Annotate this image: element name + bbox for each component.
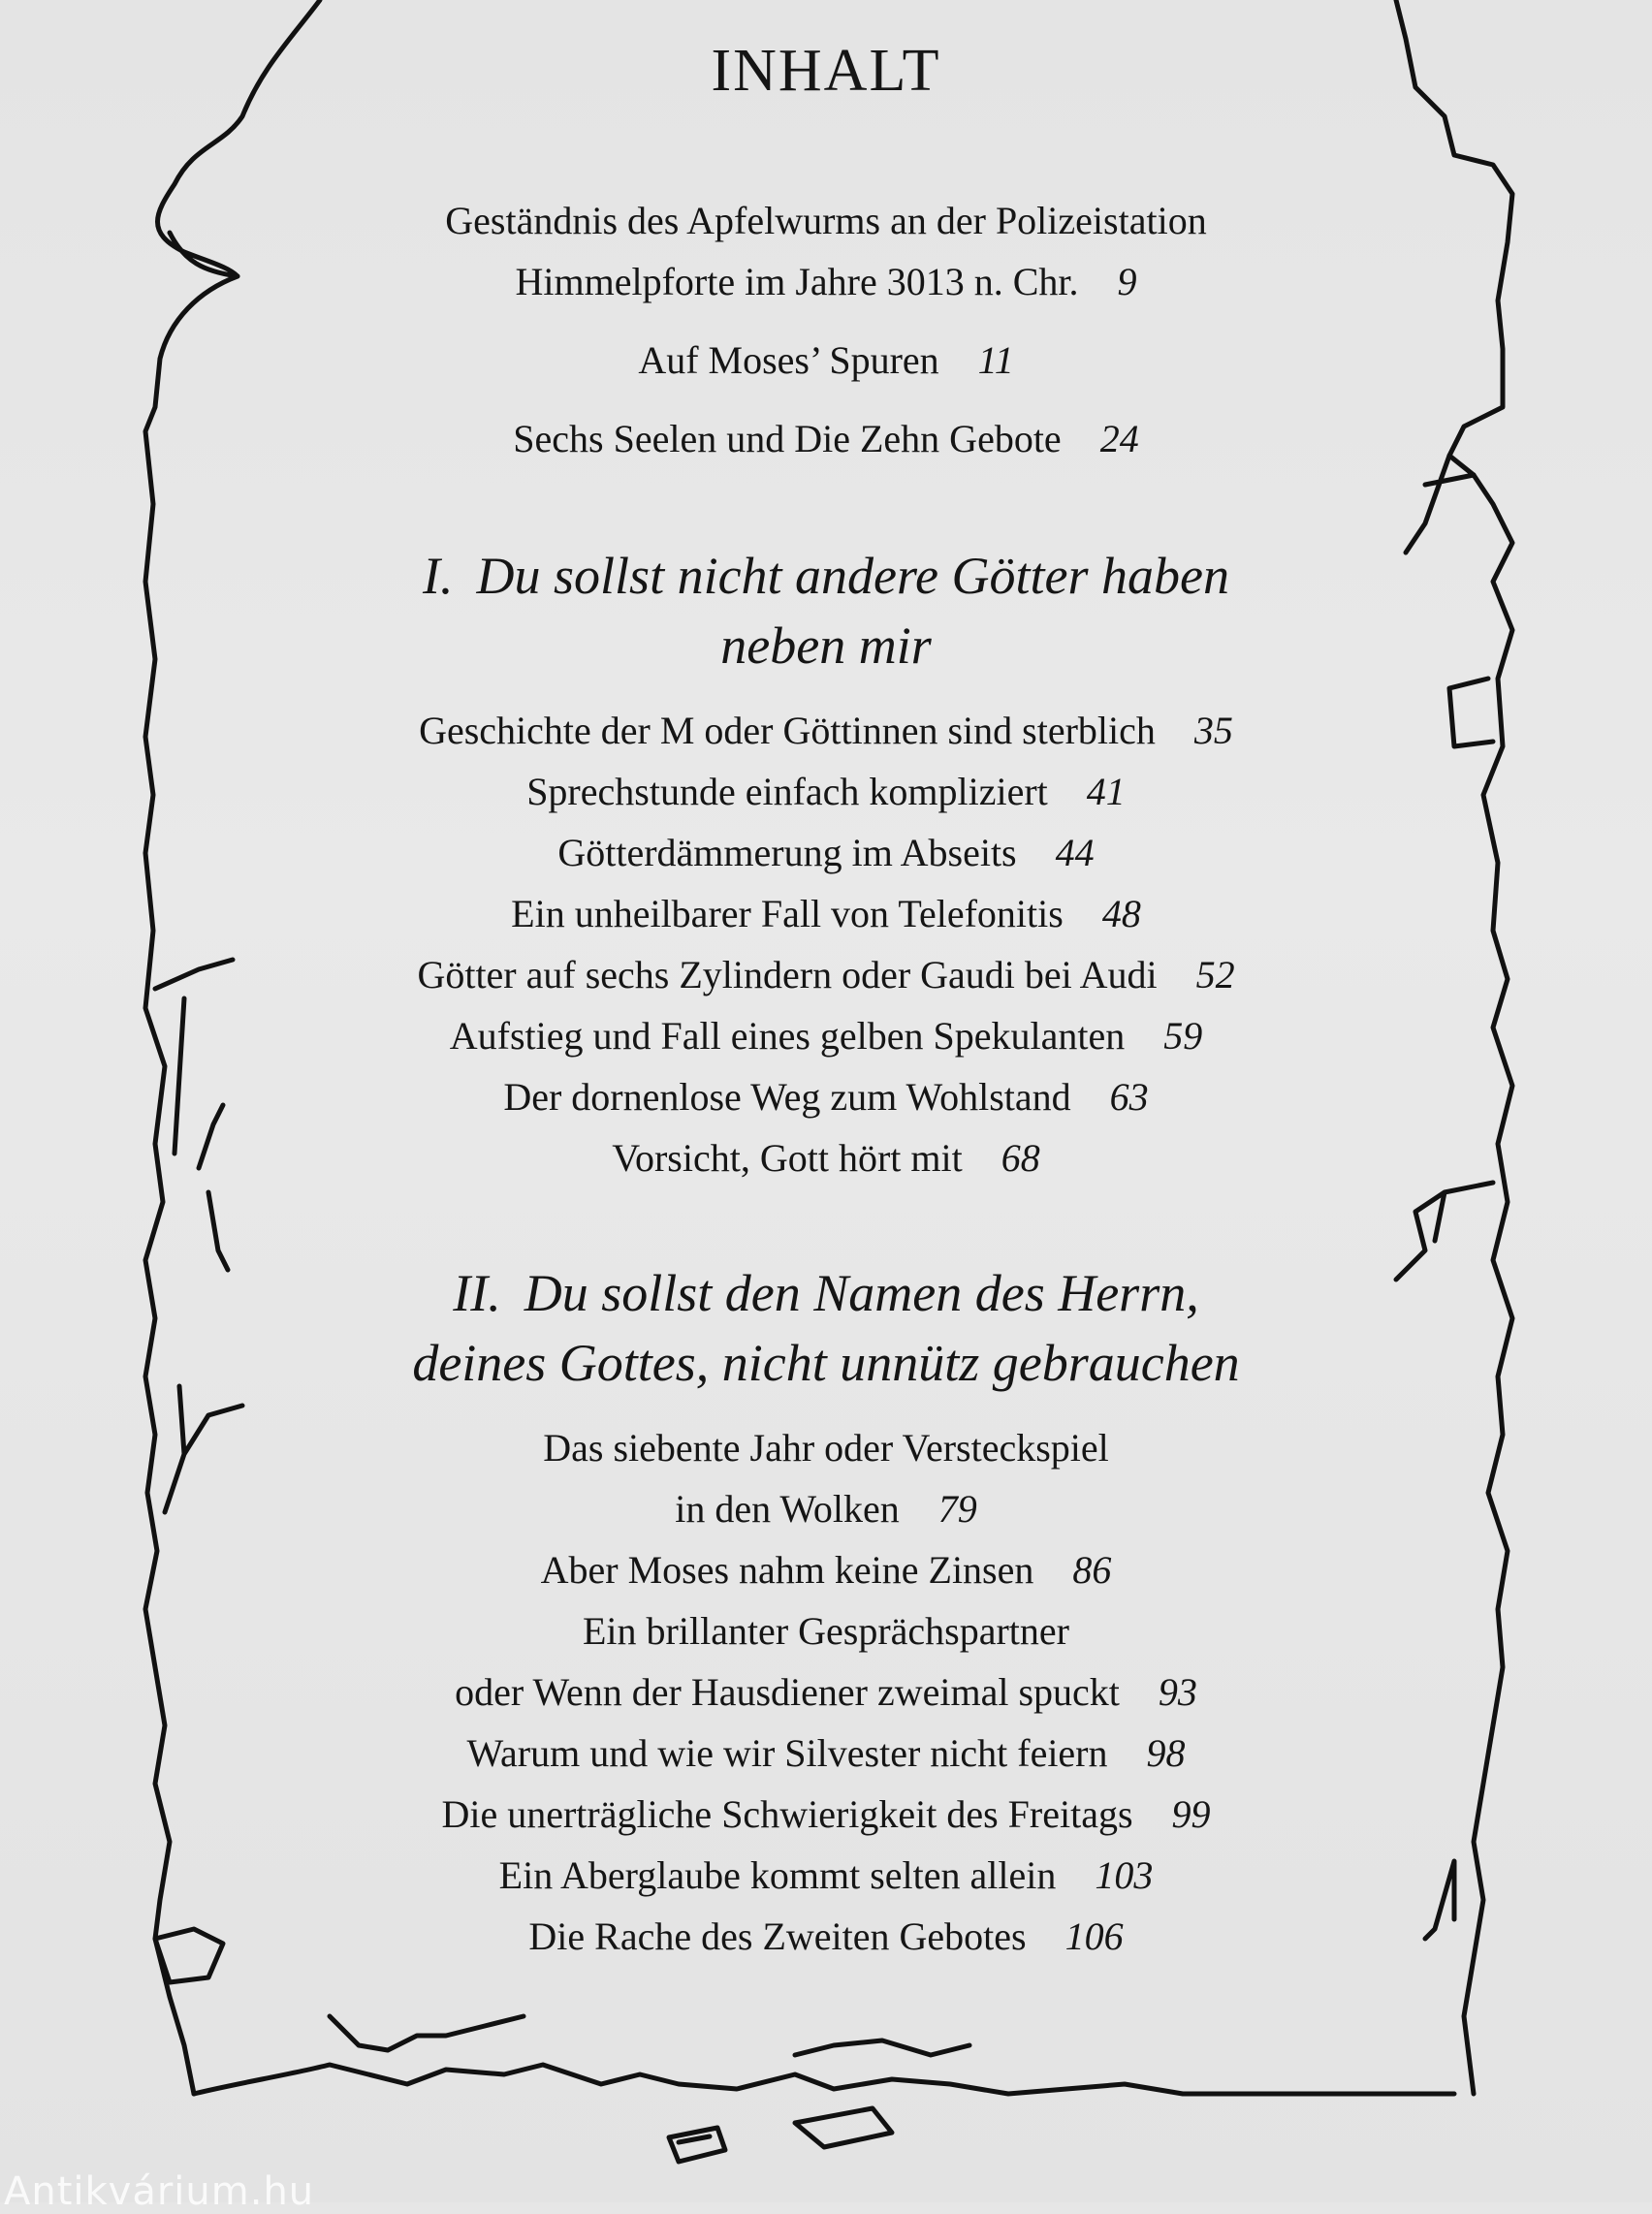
toc-entry-line [291, 1784, 1361, 1845]
part-heading [291, 541, 1361, 680]
toc-page-number: 99 [1171, 1792, 1211, 1836]
toc-entry-title: Himmelpforte im Jahre 3013 n. Chr. [515, 260, 1079, 303]
toc-page-number: 86 [1072, 1548, 1112, 1592]
toc-entry [291, 1066, 1361, 1127]
toc-entry [291, 1845, 1361, 1906]
toc-entry-title: Götter auf sechs Zylindern oder Gaudi bei Audi [417, 953, 1158, 996]
page-title: INHALT [711, 38, 941, 104]
toc-entry-line [291, 251, 1361, 312]
toc-page-number: 41 [1086, 770, 1126, 813]
toc-entry-line [291, 190, 1361, 251]
toc-page-number: 63 [1109, 1075, 1149, 1119]
toc-entry-line [291, 1417, 1361, 1478]
frame-right-crack [1406, 456, 1474, 553]
toc-entry [291, 408, 1361, 469]
toc-page-number: 68 [1001, 1136, 1040, 1180]
toc-entry-title: Auf Moses’ Spuren [638, 338, 939, 382]
toc-page-number: 93 [1158, 1670, 1197, 1714]
toc-entry-title: Vorsicht, Gott hört mit [612, 1136, 963, 1180]
part-heading-line [291, 1328, 1361, 1398]
toc-entry [291, 1005, 1361, 1066]
toc-entry-line [291, 944, 1361, 1005]
part-heading-text: neben mir [720, 617, 932, 675]
toc-entry-title: Ein unheilbarer Fall von Telefonitis [511, 892, 1064, 935]
watermark-text: Antikvárium.hu [4, 2169, 315, 2214]
toc-page-number: 24 [1099, 417, 1139, 460]
toc-entry-title: Götterdämmerung im Abseits [557, 831, 1017, 874]
toc-entry [291, 330, 1361, 391]
toc-entry-line [291, 761, 1361, 822]
toc-page-number: 48 [1101, 892, 1141, 935]
toc-page-number: 79 [937, 1487, 977, 1531]
toc-entry [291, 761, 1361, 822]
frame-bottom-piece [795, 2108, 892, 2147]
toc-entry-line [291, 1661, 1361, 1723]
toc-page-number: 44 [1055, 831, 1095, 874]
toc-entry-line [291, 1906, 1361, 1967]
part-entry-list [291, 700, 1361, 1188]
toc-entry [291, 1723, 1361, 1784]
toc-entry-line [291, 1478, 1361, 1539]
frame-bottom-crack [330, 2016, 524, 2050]
toc-entry-title: Ein brillanter Gesprächspartner [582, 1609, 1069, 1653]
toc-entry [291, 1784, 1361, 1845]
frame-right-edge [1396, 0, 1512, 2094]
toc-entry [291, 1600, 1361, 1723]
frame-bottom-fragment [669, 2128, 725, 2162]
toc-entry-title: Der dornenlose Weg zum Wohlstand [503, 1075, 1071, 1119]
toc-entry-line [291, 883, 1361, 944]
toc-entry-title: Ein Aberglaube kommt selten allein [498, 1853, 1057, 1897]
toc-entry [291, 1127, 1361, 1188]
toc-page-number: 103 [1095, 1853, 1154, 1897]
part-heading-text: Du sollst den Namen des Herrn, [524, 1264, 1199, 1322]
part-heading-line [291, 541, 1361, 611]
toc-entry [291, 1417, 1361, 1539]
toc-entry-title: Aufstieg und Fall eines gelben Spekulanten [449, 1014, 1126, 1058]
toc-entry [291, 883, 1361, 944]
frame-left-crack-3 [199, 1105, 228, 1270]
toc-page-number: 11 [977, 338, 1014, 382]
toc-entry-title: Geständnis des Apfelwurms an der Polizeistation [445, 199, 1207, 242]
toc-entry-title: Die unerträgliche Schwierigkeit des Freitags [441, 1792, 1133, 1836]
toc-entry-title: Geschichte der M oder Göttinnen sind sterblich [419, 709, 1156, 752]
toc-entry [291, 190, 1361, 312]
toc-entry-line [291, 1127, 1361, 1188]
part-numeral: II. [453, 1264, 501, 1322]
part-numeral: I. [423, 547, 454, 605]
intro-section [291, 190, 1361, 487]
part-section [291, 1258, 1361, 1967]
toc-entry [291, 944, 1361, 1005]
part-heading-text: Du sollst nicht andere Götter haben [476, 547, 1229, 605]
frame-left-crack [155, 960, 233, 1154]
toc-entry-title: Die Rache des Zweiten Gebotes [528, 1914, 1027, 1958]
frame-right-crack-3 [1425, 1861, 1454, 1939]
part-heading-line [291, 1258, 1361, 1328]
toc-entry-line [291, 1539, 1361, 1600]
toc-entry-line [291, 408, 1361, 469]
frame-bottom-edge [194, 2065, 1454, 2094]
toc-entry [291, 700, 1361, 761]
toc-entry-line [291, 700, 1361, 761]
toc-page-number: 106 [1064, 1914, 1124, 1958]
toc-page-number: 59 [1163, 1014, 1203, 1058]
toc-entry-title: Das siebente Jahr oder Versteckspiel [543, 1426, 1109, 1470]
toc-entry-line [291, 1723, 1361, 1784]
toc-entry-title: Sprechstunde einfach kompliziert [526, 770, 1048, 813]
part-heading [291, 1258, 1361, 1398]
toc-page-number: 52 [1195, 953, 1235, 996]
toc-page-number: 35 [1193, 709, 1233, 752]
toc-page-number: 9 [1117, 260, 1137, 303]
frame-right-crack-2 [1396, 1183, 1493, 1280]
toc-page-number: 98 [1146, 1731, 1186, 1775]
toc-entry-line [291, 1066, 1361, 1127]
toc-entry [291, 1906, 1361, 1967]
part-section [291, 541, 1361, 1188]
toc-entry-line [291, 330, 1361, 391]
toc-entry-title: in den Wolken [675, 1487, 900, 1531]
toc-entry [291, 822, 1361, 883]
frame-right-shard [1449, 679, 1493, 746]
frame-left-piece [155, 1929, 223, 1982]
toc-entry [291, 1539, 1361, 1600]
toc-entry-title: oder Wenn der Hausdiener zweimal spuckt [455, 1670, 1120, 1714]
toc-entry-line [291, 822, 1361, 883]
frame-left-crack-2 [165, 1386, 242, 1512]
toc-entry-line [291, 1005, 1361, 1066]
toc-entry-title: Warum und wie wir Silvester nicht feiern [466, 1731, 1108, 1775]
toc-entry-title: Aber Moses nahm keine Zinsen [540, 1548, 1034, 1592]
part-heading-text: deines Gottes, nicht unnütz gebrauchen [412, 1334, 1240, 1392]
part-entry-list [291, 1417, 1361, 1967]
frame-left-edge [145, 276, 238, 2094]
toc-entry-line [291, 1845, 1361, 1906]
part-heading-line [291, 611, 1361, 680]
toc-entry-title: Sechs Seelen und Die Zehn Gebote [513, 417, 1062, 460]
toc-entry-line [291, 1600, 1361, 1661]
frame-bottom-crack-2 [795, 2040, 969, 2055]
